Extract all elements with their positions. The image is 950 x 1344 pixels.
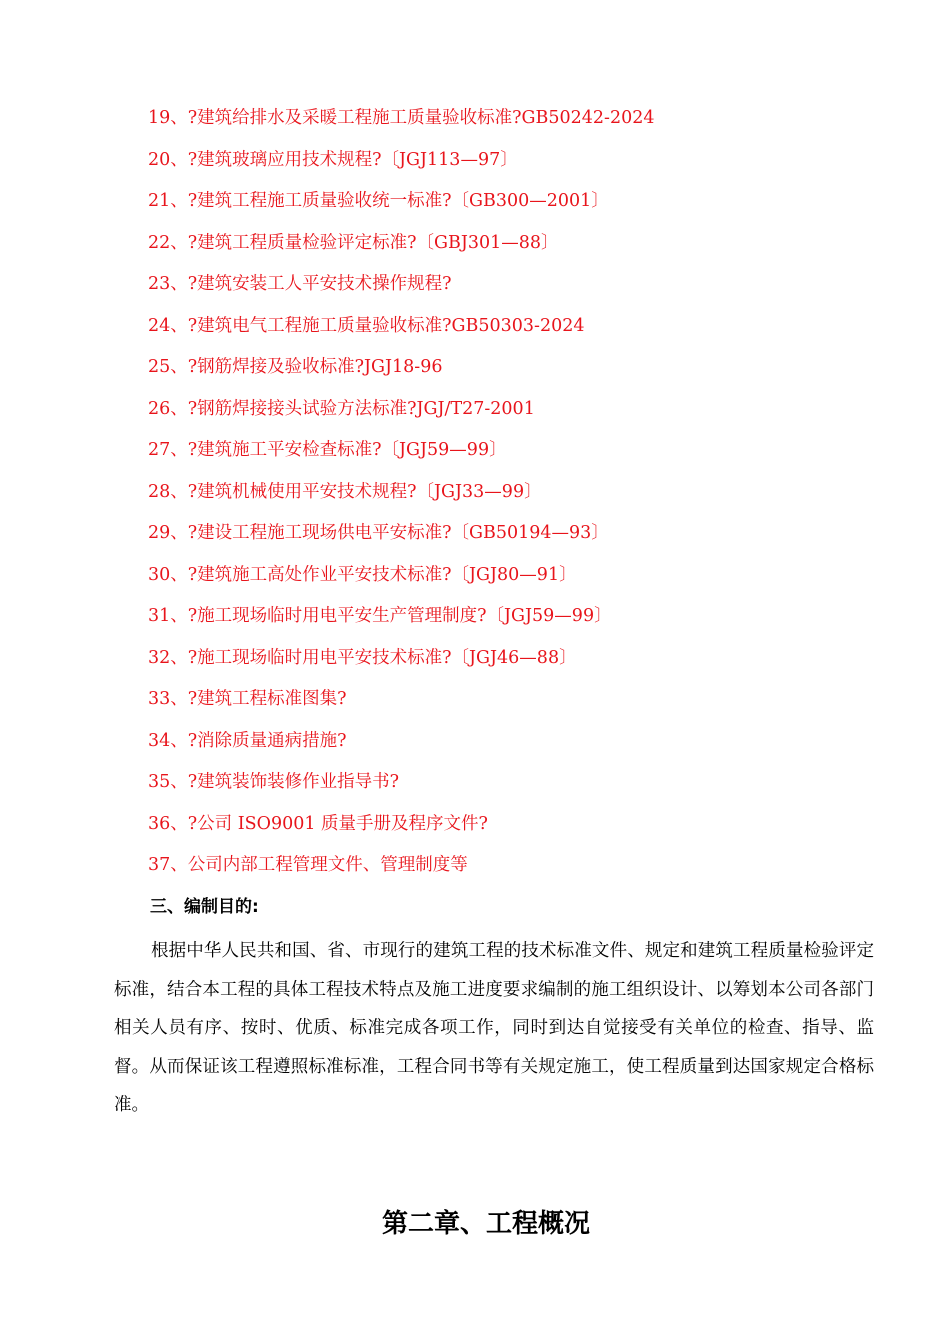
reference-item-27: 27、?建筑施工平安检查标准?〔JGJ59—99〕 bbox=[148, 440, 507, 460]
reference-item-37: 37、公司内部工程管理文件、管理制度等 bbox=[148, 855, 468, 875]
reference-item-35: 35、?建筑装饰装修作业指导书? bbox=[148, 772, 400, 792]
reference-item-24: 24、?建筑电气工程施工质量验收标准?GB50303-2024 bbox=[148, 315, 585, 336]
reference-item-33: 33、?建筑工程标准图集? bbox=[148, 689, 347, 709]
section-heading: 三、编制目的: bbox=[150, 897, 259, 917]
chapter-title: 第二章、工程概况 bbox=[381, 1209, 590, 1239]
reference-item-20: 20、?建筑玻璃应用技术规程?〔JGJ113—97〕 bbox=[148, 149, 518, 170]
reference-item-32: 32、?施工现场临时用电平安技术标准?〔JGJ46—88〕 bbox=[148, 647, 577, 668]
reference-item-26: 26、?钢筋焊接接头试验方法标准?JGJ/T27-2001 bbox=[148, 398, 535, 419]
reference-item-25: 25、?钢筋焊接及验收标准?JGJ18-96 bbox=[148, 357, 443, 377]
reference-item-34: 34、?消除质量通病措施? bbox=[148, 730, 347, 751]
reference-item-29: 29、?建设工程施工现场供电平安标准?〔GB50194—93〕 bbox=[148, 523, 609, 543]
reference-item-30: 30、?建筑施工高处作业平安技术标准?〔JGJ80—91〕 bbox=[148, 564, 577, 585]
reference-item-21: 21、?建筑工程施工质量验收统一标准?〔GB300—2001〕 bbox=[148, 191, 609, 211]
reference-list bbox=[148, 104, 655, 893]
reference-item-31: 31、?施工现场临时用电平安生产管理制度?〔JGJ59—99〕 bbox=[148, 606, 612, 626]
reference-item-23: 23、?建筑安装工人平安技术操作规程? bbox=[148, 274, 452, 294]
reference-item-19: 19、?建筑给排水及采暖工程施工质量验收标准?GB50242-2024 bbox=[148, 108, 655, 128]
reference-item-22: 22、?建筑工程质量检验评定标准?〔GBJ301—88〕 bbox=[148, 232, 559, 253]
reference-item-28: 28、?建筑机械使用平安技术规程?〔JGJ33—99〕 bbox=[148, 481, 542, 502]
body-paragraph: 根据中华人民共和国、省、市现行的建筑工程的技术标准文件、规定和建筑工程质量检验评定标准，结合本工程的具体工程技术特点及施工进度要求编制的施工组织设计、以筹划本公司各部门相关人员有序、按时、优质、标准完成各项工作，同时到达自觉接受有关单位的检查、指导、监督。从而保证该工程遵照标准标准，工程合同书等有关规定施工，使工程质量到达国家规定合格标准。 bbox=[114, 941, 874, 1115]
reference-item-36: 36、?公司 ISO9001 质量手册及程序文件? bbox=[148, 813, 488, 834]
